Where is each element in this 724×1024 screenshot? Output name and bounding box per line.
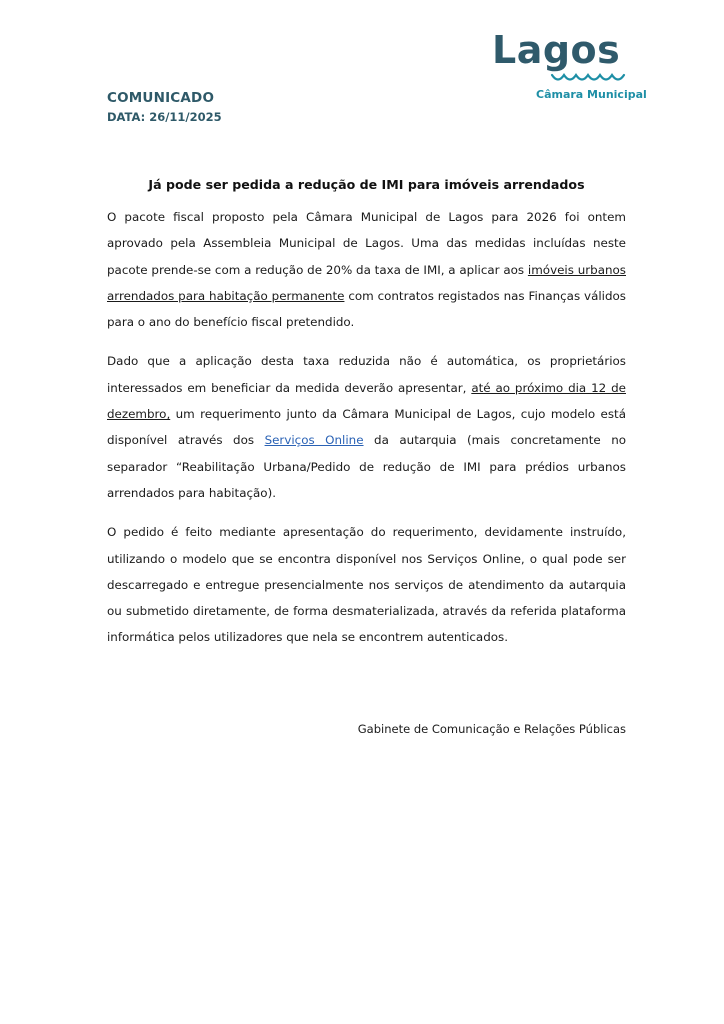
paragraph-1 [107,204,626,335]
body-text [107,204,626,664]
paragraph-2-text-a: Dado que a aplicação desta taxa reduzida não é automática, os proprietários interessados em beneficiar da medida deverão apresentar, [107,354,626,395]
headline: Já pode ser pedida a redução de IMI para imóveis arrendados [148,177,585,192]
deadline-phrase: até ao próximo dia 12 de dezembro, [107,380,626,422]
paragraph-2 [107,348,626,506]
logo-wordmark: Lagos [492,28,621,72]
document-type: COMUNICADO [107,90,215,106]
servicos-online-link[interactable]: Serviços Online [264,433,364,448]
underlined-phrase: imóveis urbanos arrendados para habitação permanente [107,262,626,303]
signature-office: Gabinete de Comunicação e Relações Públicas [357,722,626,736]
waves-icon [550,72,626,86]
paragraph-2-text-c: da autarquia (mais concretamente no separador “Reabilitação Urbana/Pedido de redução de IMI para prédios urbanos arrendados para habitação). [107,433,626,500]
paragraph-1-text-a: O pacote fiscal proposto pela Câmara Municipal de Lagos para 2026 foi ontem aprovado pela Assembleia Municipal de Lagos. Uma das medidas incluídas neste pacote prende-se com a redução de 20% da taxa de IMI, a aplicar aos [107,210,626,277]
lagos-logo [490,28,647,104]
paragraph-2-text-b: um requerimento junto da Câmara Municipal de Lagos, cujo modelo está disponível através dos [107,407,626,448]
paragraph-3: O pedido é feito mediante apresentação do requerimento, devidamente instruído, utilizando o modelo que se encontra disponível nos Serviços Online, o qual pode ser descarregado e entregue presencialmente nos serviços de atendimento da autarquia ou submetido diretamente, de forma desmaterializada, através da referida plataforma informática pelos utilizadores que nela se encontrem autenticados. [107,525,626,645]
document-date: DATA: 26/11/2025 [107,110,222,124]
logo-subtitle: Câmara Municipal [536,88,647,101]
paragraph-1-text-b: com contratos registados nas Finanças válidos para o ano do benefício fiscal pretendido. [107,288,626,330]
